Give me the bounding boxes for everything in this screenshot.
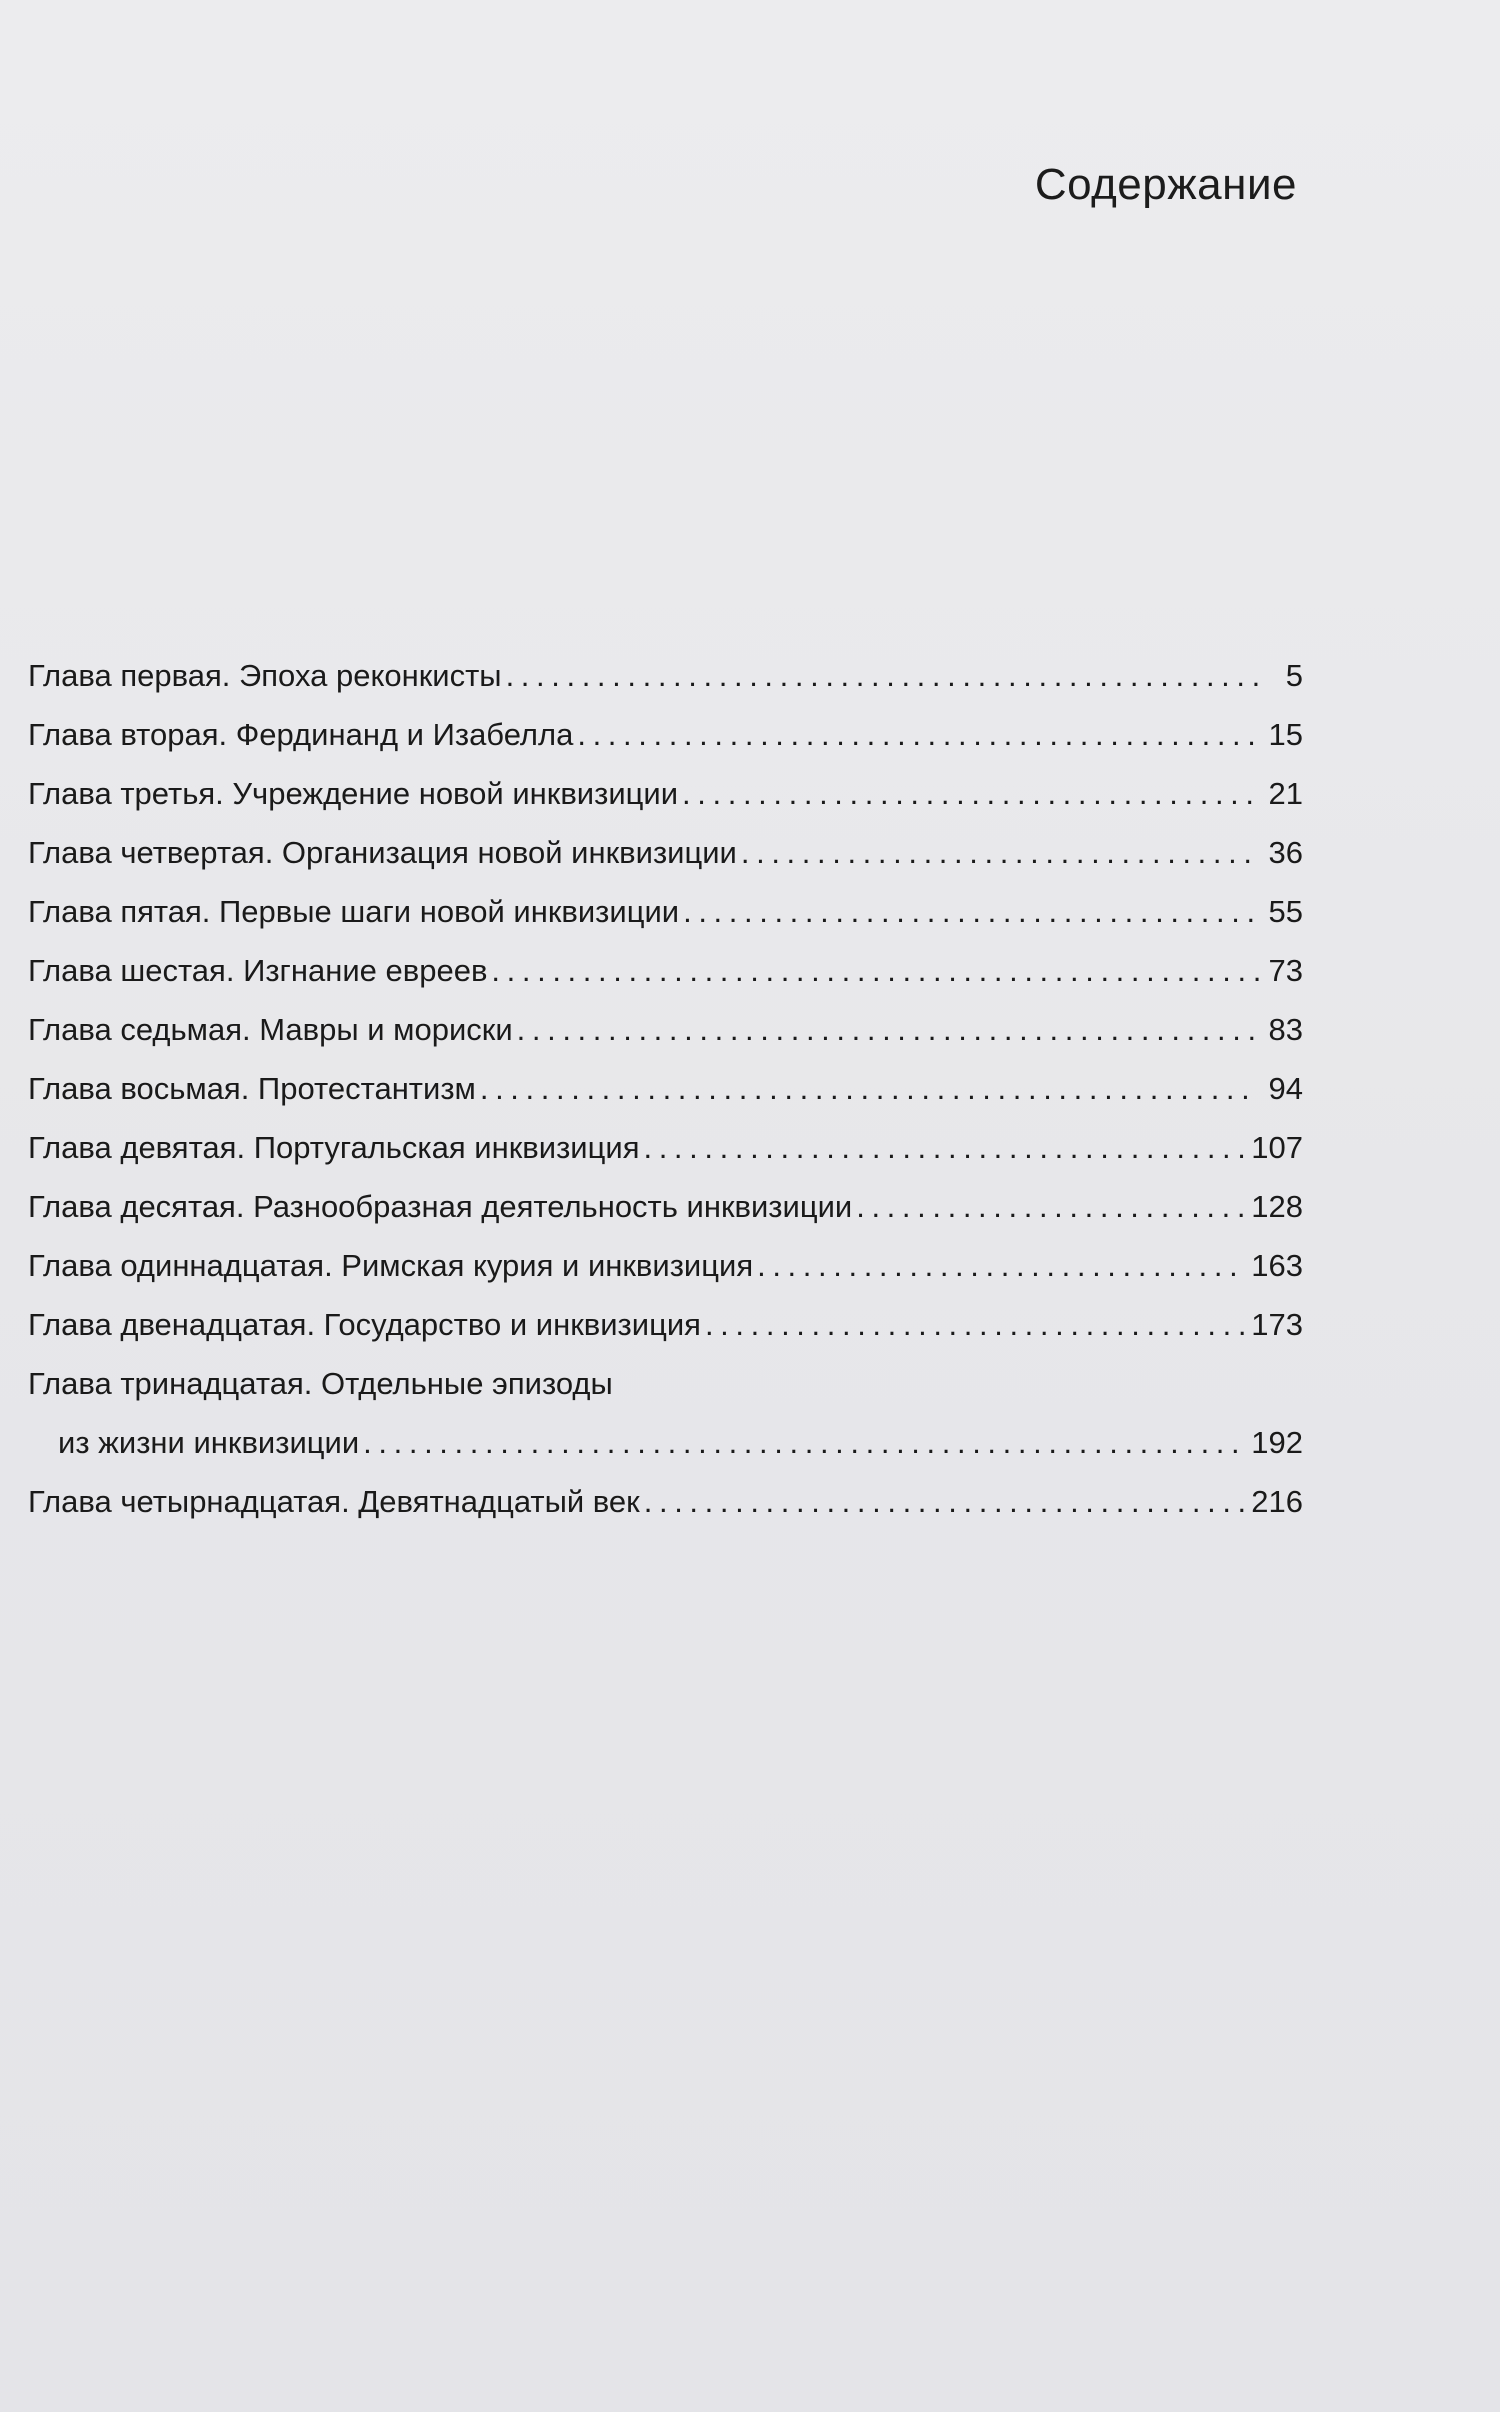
- toc-entry-title: Глава первая. Эпоха реконкисты: [28, 658, 502, 693]
- toc-entry-page: 128: [1251, 1189, 1303, 1224]
- dot-leader: [682, 764, 1259, 823]
- toc-entry-page: 94: [1268, 1071, 1303, 1106]
- toc-entry-page: 192: [1251, 1425, 1303, 1460]
- toc-entry-chapter-10[interactable]: [28, 1177, 1303, 1236]
- toc-entry-chapter-1[interactable]: [28, 646, 1303, 705]
- page-title: Содержание: [1034, 160, 1297, 209]
- toc-entry-chapter-7[interactable]: [28, 1000, 1303, 1059]
- toc-entry-title: Глава одиннадцатая. Римская курия и инквизиция: [28, 1248, 754, 1283]
- toc-entry-title: Глава девятая. Португальская инквизиция: [28, 1130, 640, 1165]
- toc-entry-page: 216: [1251, 1484, 1303, 1519]
- toc-entry-chapter-8[interactable]: [28, 1059, 1303, 1118]
- dot-leader: [643, 1118, 1247, 1177]
- toc-entry-chapter-13[interactable]: [28, 1354, 1303, 1472]
- toc-entry-page: 107: [1251, 1130, 1303, 1165]
- dot-leader: [705, 1295, 1247, 1354]
- toc-entry-chapter-12[interactable]: [28, 1295, 1303, 1354]
- toc-entry-title: Глава восьмая. Протестантизм: [28, 1071, 476, 1106]
- toc-entry-title-continued: из жизни инквизиции: [58, 1425, 360, 1460]
- toc-entry-title: Глава шестая. Изгнание евреев: [28, 953, 488, 988]
- dot-leader: [856, 1177, 1247, 1236]
- toc-entry-page: 5: [1285, 658, 1303, 693]
- toc-entry-page: 73: [1268, 953, 1303, 988]
- dot-leader: [757, 1236, 1247, 1295]
- dot-leader: [644, 1472, 1248, 1531]
- toc-entry-chapter-2[interactable]: [28, 705, 1303, 764]
- dot-leader: [506, 646, 1259, 705]
- toc-entry-title: Глава десятая. Разнообразная деятельность инквизиции: [28, 1189, 853, 1224]
- toc-entry-page: 36: [1268, 835, 1303, 870]
- toc-entry-title: Глава четырнадцатая. Девятнадцатый век: [28, 1484, 640, 1519]
- toc-entry-title: Глава пятая. Первые шаги новой инквизиции: [28, 894, 680, 929]
- toc-entry-title: Глава третья. Учреждение новой инквизиции: [28, 776, 679, 811]
- toc-entry-page: 21: [1268, 776, 1303, 811]
- toc-entry-title: Глава тринадцатая. Отдельные эпизоды: [28, 1366, 613, 1401]
- toc-entry-chapter-3[interactable]: [28, 764, 1303, 823]
- dot-leader: [480, 1059, 1259, 1118]
- toc-entry-chapter-5[interactable]: [28, 882, 1303, 941]
- toc-entry-page: 15: [1268, 717, 1303, 752]
- toc-entry-page: 55: [1268, 894, 1303, 929]
- toc-entry-title: Глава четвертая. Организация новой инквизиции: [28, 835, 737, 870]
- dot-leader: [741, 823, 1259, 882]
- toc-entry-page: 163: [1251, 1248, 1303, 1283]
- toc-entry-chapter-11[interactable]: [28, 1236, 1303, 1295]
- dot-leader: [683, 882, 1259, 941]
- toc-entry-page: 83: [1268, 1012, 1303, 1047]
- toc-entry-title: Глава двенадцатая. Государство и инквизиция: [28, 1307, 701, 1342]
- toc-entry-chapter-14[interactable]: [28, 1472, 1303, 1531]
- toc-entry-page: 173: [1251, 1307, 1303, 1342]
- toc-entry-chapter-4[interactable]: [28, 823, 1303, 882]
- toc-entry-title: Глава седьмая. Мавры и мориски: [28, 1012, 513, 1047]
- toc-entry-chapter-6[interactable]: [28, 941, 1303, 1000]
- table-of-contents: [28, 646, 1303, 1531]
- dot-leader: [491, 941, 1259, 1000]
- dot-leader: [577, 705, 1259, 764]
- toc-entry-title: Глава вторая. Фердинанд и Изабелла: [28, 717, 574, 752]
- toc-entry-chapter-9[interactable]: [28, 1118, 1303, 1177]
- dot-leader: [517, 1000, 1259, 1059]
- dot-leader: [363, 1413, 1247, 1472]
